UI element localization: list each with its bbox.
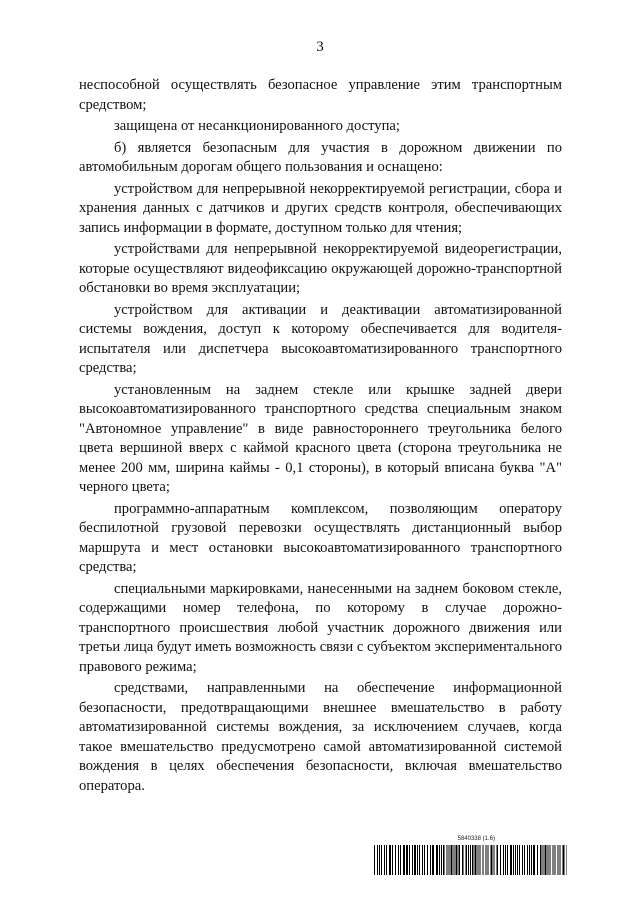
paragraph: защищена от несанкционированного доступа; [114, 118, 400, 134]
paragraph: неспособной осуществлять безопасное управление этим транспортным средством; [79, 77, 562, 113]
paragraph: устройством для активации и деактивации автоматизированной системы вождения, доступ к которому обеспечивается для водителя-испытателя или диспетчера высокоавтоматизированного транспортного средства; [79, 301, 562, 376]
barcode-icon [374, 845, 567, 875]
paragraph: устройствами для непрерывной некорректируемой видеорегистрации, которые осуществляют видеофиксацию окружающей дорожно-транспортной обстановки во время эксплуатации; [79, 241, 562, 296]
page-number: 3 [316, 39, 324, 55]
paragraph: специальными маркировками, нанесенными на заднем боковом стекле, содержащими номер телефона, по которому в случае дорожно-транспортного происшествия любой участник дорожного движения или третьи лица будут иметь возможность связи с субъектом экспериментального правового режима; [79, 580, 562, 675]
paragraph: средствами, направленными на обеспечение информационной безопасности, предотвращающими внешнее вмешательство в работу автоматизированной системы вождения, за исключением случаев, когда такое вмешательство предусмотрено самой автоматизированной системой вождения в целях обеспечения безопасности, включая вмешательство оператора. [79, 680, 562, 794]
barcode [374, 835, 567, 875]
paragraph: устройством для непрерывной некорректируемой регистрации, сбора и хранения данных с датчиков и других средств контроля, обеспечивающих запись информации в формате, доступном только для чтения; [79, 180, 562, 236]
paragraph: программно-аппаратным комплексом, позволяющим оператору беспилотной грузовой перевозки осуществлять дистанционный выбор маршрута и мест остановки высокоавтоматизированного транспортного средства; [79, 500, 562, 575]
document-body [79, 76, 562, 798]
paragraph: б) является безопасным для участия в дорожном движении по автомобильным дорогам общего пользования и оснащено: [79, 139, 562, 175]
barcode-label: 5840338 (1.6) [457, 836, 495, 842]
paragraph: установленным на заднем стекле или крышке задней двери высокоавтоматизированного транспортного средства специальным знаком "Автономное управление" в виде равностороннего треугольника белого цвета вершиной вверх с каймой красного цвета (сторона треугольника не менее 200 мм, ширина каймы - 0,1 стороны), в который вписана буква "А" черного цвета; [79, 381, 562, 495]
